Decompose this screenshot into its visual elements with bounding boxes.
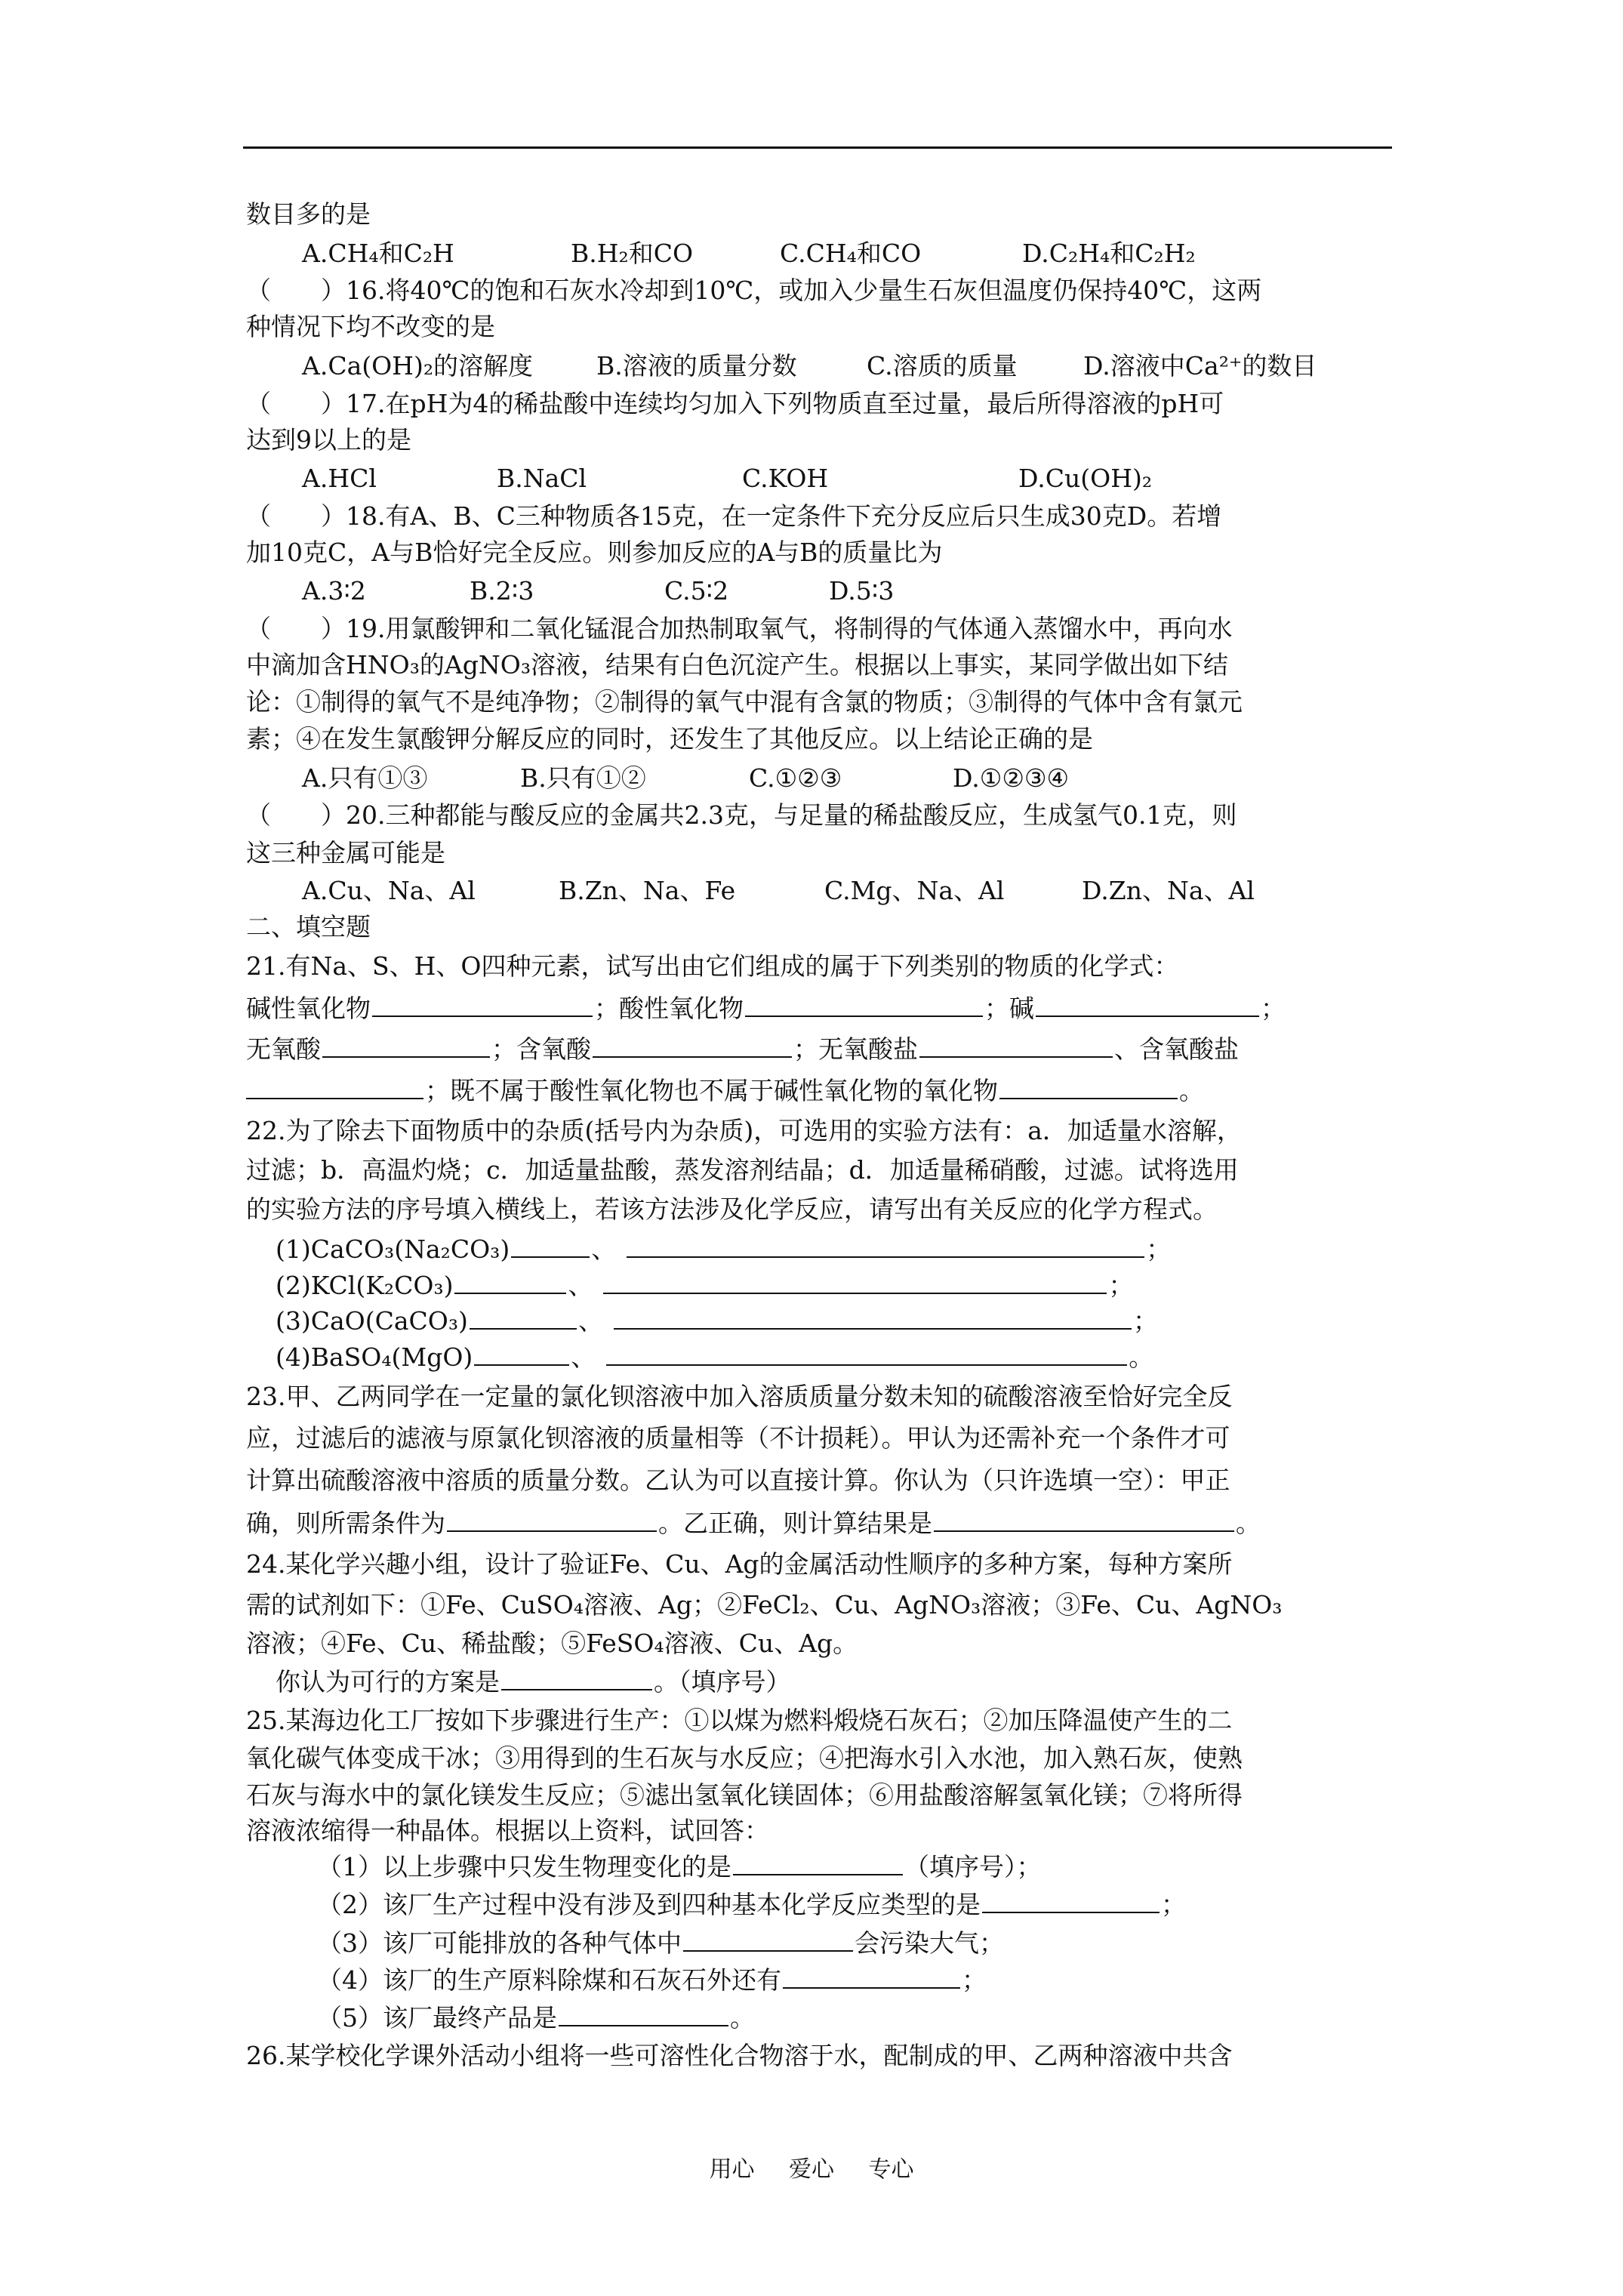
q25-line4: 溶液浓缩得一种晶体。根据以上资料，试回答：	[246, 1816, 769, 1845]
punctuation: 、	[571, 1342, 596, 1372]
q15-option-b: B.H₂和CO	[571, 239, 694, 268]
q16-option-d: D.溶液中Ca²⁺的数目	[1083, 351, 1317, 381]
q21-label-oxy-salt: 、含氧酸盐	[1114, 1034, 1239, 1064]
q22-line2: 过滤；b．高温灼烧；c．加适量盐酸，蒸发溶剂结晶；d．加适量稀硝酸，过滤。试将选用	[246, 1155, 1239, 1185]
q20-option-d: D.Zn、Na、Al	[1082, 876, 1255, 905]
q22-item4-method-blank[interactable]	[474, 1342, 569, 1366]
q24-label: 你认为可行的方案是	[276, 1667, 500, 1697]
q22-item1-label: (1)CaCO₃(Na₂CO₃)	[276, 1234, 510, 1264]
q23-line3: 计算出硫酸溶液中溶质的质量分数。乙认为可以直接计算。你认为（只许选填一空）：甲正	[246, 1465, 1230, 1495]
q19-options	[0, 763, 1623, 794]
q15-option-a: A.CH₄和C₂H	[302, 239, 454, 268]
q16-options	[0, 351, 1623, 381]
q17-line1: （ ）17.在pH为4的稀盐酸中连续均匀加入下列物质直至过量，最后所得溶液的pH可	[246, 389, 1224, 418]
q25-sub2-label: （2）该厂生产过程中没有涉及到四种基本化学反应类型的是	[317, 1890, 981, 1919]
q23-line1: 23.甲、乙两同学在一定量的氯化钡溶液中加入溶质质量分数未知的硫酸溶液至恰好完全反	[246, 1382, 1233, 1411]
q25-sub5-blank[interactable]	[559, 2002, 728, 2026]
q25-sub2-blank[interactable]	[982, 1889, 1160, 1913]
q17-option-a: A.HCl	[302, 464, 377, 493]
punctuation: 。	[1236, 1509, 1261, 1538]
q20-options	[0, 876, 1623, 906]
q18-option-a: A.3∶2	[302, 576, 366, 606]
footer-text: 用心	[709, 2156, 755, 2183]
q22-item4	[276, 1342, 1153, 1373]
q21-line2	[246, 993, 1286, 1024]
q22-item3-method-blank[interactable]	[470, 1305, 577, 1330]
q21-line4	[246, 1075, 1204, 1106]
q16-line2: 种情况下均不改变的是	[246, 312, 495, 341]
q21-blank-basic-oxide[interactable]	[372, 993, 593, 1017]
q22-item1-method-blank[interactable]	[511, 1234, 590, 1258]
q19-line1: （ ）19.用氯酸钾和二氧化锰混合加热制取氧气，将制得的气体通入蒸馏水中，再向水	[246, 614, 1233, 643]
q17-option-d: D.Cu(OH)₂	[1018, 464, 1153, 493]
q20-line1: （ ）20.三种都能与酸反应的金属共2.3克，与足量的稀盐酸反应，生成氢气0.1克，则	[246, 800, 1237, 830]
q21-line1: 21.有Na、S、H、O四种元素，试写出由它们组成的属于下列类别的物质的化学式：	[246, 951, 1179, 981]
q25-sub3	[317, 1928, 1004, 1959]
q25-sub1-note: （填序号）；	[904, 1852, 1042, 1881]
footer-text: 爱心	[789, 2156, 834, 2183]
q22-item4-equation-blank[interactable]	[606, 1342, 1127, 1366]
q22-item2	[276, 1270, 1133, 1301]
q21-blank-oxyfree-acid[interactable]	[322, 1034, 490, 1058]
punctuation: 、	[568, 1271, 593, 1300]
q21-label-base: ；碱	[984, 994, 1034, 1023]
q19-option-a: A.只有①③	[302, 763, 428, 793]
q25-sub5	[317, 2002, 755, 2033]
q20-option-c: C.Mg、Na、Al	[824, 876, 1005, 905]
q16-option-c: C.溶质的质量	[867, 351, 1018, 381]
q20-line2: 这三种金属可能是	[246, 838, 445, 868]
punctuation: 。	[730, 2003, 755, 2032]
q22-item4-label: (4)BaSO₄(MgO)	[276, 1342, 473, 1372]
punctuation: 。	[1179, 1076, 1204, 1105]
q23-line2: 应，过滤后的滤液与原氯化钡溶液的质量相等（不计损耗）。甲认为还需补充一个条件才可	[246, 1423, 1230, 1453]
q25-sub1-blank[interactable]	[733, 1851, 903, 1875]
q22-item1-equation-blank[interactable]	[627, 1234, 1144, 1258]
punctuation: 、	[591, 1234, 617, 1264]
q22-line3: 的实验方法的序号填入横线上，若该方法涉及化学反应，请写出有关反应的化学方程式。	[246, 1194, 1218, 1224]
q21-blank-base[interactable]	[1036, 993, 1259, 1017]
q22-item3	[276, 1305, 1158, 1336]
q18-line1: （ ）18.有A、B、C三种物质各15克，在一定条件下充分反应后只生成30克D。若增	[246, 501, 1222, 531]
q19-line2: 中滴加含HNO₃的AgNO₃溶液，结果有白色沉淀产生。根据以上事实，某同学做出如下结	[246, 650, 1229, 680]
q18-option-b: B.2∶3	[470, 576, 534, 606]
q20-option-a: A.Cu、Na、Al	[302, 876, 476, 905]
q18-line2: 加10克C，A与B恰好完全反应。则参加反应的A与B的质量比为	[246, 538, 943, 567]
q25-sub2	[317, 1889, 1186, 1920]
q22-item3-label: (3)CaO(CaCO₃)	[276, 1306, 468, 1336]
q16-option-b: B.溶液的质量分数	[596, 351, 797, 381]
punctuation: ；	[1146, 1234, 1172, 1264]
q25-line2: 氧化碳气体变成干冰；③用得到的生石灰与水反应；④把海水引入水池，加入熟石灰，使熟	[246, 1743, 1243, 1773]
q21-blank-neutral-oxide[interactable]	[999, 1075, 1178, 1099]
q20-option-b: B.Zn、Na、Fe	[559, 876, 736, 905]
q24-line3: 溶液；④Fe、Cu、稀盐酸；⑤FeSO₄溶液、Cu、Ag。	[246, 1629, 858, 1658]
punctuation: ；	[1108, 1271, 1134, 1300]
q18-option-d: D.5∶3	[829, 576, 895, 606]
q23-label-condition: 确，则所需条件为	[246, 1509, 445, 1538]
section-title: 二、填空题	[246, 912, 371, 942]
punctuation: ；	[1132, 1306, 1158, 1336]
q17-options	[0, 464, 1623, 494]
q16-line1: （ ）16.将40℃的饱和石灰水冷却到10℃，或加入少量生石灰但温度仍保持40℃，这两	[246, 276, 1262, 305]
q15-option-c: C.CH₄和CO	[780, 239, 922, 268]
q21-label-oxy-acid: ；含氧酸	[491, 1034, 591, 1064]
q23-blank-result[interactable]	[934, 1508, 1234, 1532]
q16-option-a: A.Ca(OH)₂的溶解度	[302, 351, 534, 381]
punctuation: ；	[1161, 1890, 1186, 1919]
q15-options	[0, 239, 1623, 269]
q21-label-oxyfree-acid: 无氧酸	[246, 1034, 321, 1064]
q24-line2: 需的试剂如下：①Fe、CuSO₄溶液、Ag；②FeCl₂、Cu、AgNO₃溶液；③Fe、Cu、AgNO₃	[246, 1590, 1283, 1620]
q15-option-d: D.C₂H₄和C₂H₂	[1022, 239, 1196, 268]
punctuation: 、	[577, 1306, 603, 1336]
punctuation: ；	[1261, 994, 1286, 1023]
q21-label-neutral-oxide: ；既不属于酸性氧化物也不属于碱性氧化物的氧化物	[425, 1076, 998, 1105]
q24-line1: 24.某化学兴趣小组，设计了验证Fe、Cu、Ag的金属活动性顺序的多种方案，每种方案所	[246, 1549, 1233, 1579]
q21-blank-oxy-salt[interactable]	[246, 1075, 423, 1099]
q25-sub1-label: （1）以上步骤中只发生物理变化的是	[317, 1852, 731, 1881]
q25-sub4-label: （4）该厂的生产原料除煤和石灰石外还有	[317, 1965, 781, 1995]
q19-line3: 论：①制得的氧气不是纯净物；②制得的氧气中混有含氯的物质；③制得的气体中含有氯元	[246, 687, 1243, 717]
q17-option-b: B.NaCl	[497, 464, 587, 493]
q25-sub3-blank[interactable]	[683, 1928, 853, 1952]
q18-options	[0, 576, 1623, 606]
header-rule	[243, 146, 1392, 149]
q15-tail: 数目多的是	[246, 199, 371, 229]
q25-line3: 石灰与海水中的氯化镁发生反应；⑤滤出氢氧化镁固体；⑥用盐酸溶解氢氧化镁；⑦将所得	[246, 1780, 1243, 1810]
q25-sub4	[317, 1965, 987, 1996]
q22-item3-equation-blank[interactable]	[614, 1305, 1132, 1330]
q17-option-c: C.KOH	[742, 464, 829, 493]
q22-item2-equation-blank[interactable]	[603, 1270, 1107, 1294]
q25-sub5-label: （5）该厂最终产品是	[317, 2003, 557, 2032]
q25-sub3-label: （3）该厂可能排放的各种气体中	[317, 1928, 682, 1958]
q25-sub3-tail: 会污染大气；	[855, 1928, 1004, 1958]
q21-label-oxyfree-salt: ；无氧酸盐	[793, 1034, 918, 1064]
punctuation: 。	[1129, 1342, 1154, 1372]
q24-note: 。（填序号）	[654, 1667, 791, 1697]
q24-blank-answer[interactable]	[501, 1666, 652, 1690]
q23-label-result: 。乙正确，则计算结果是	[658, 1509, 932, 1538]
q22-line1: 22.为了除去下面物质中的杂质(括号内为杂质)，可选用的实验方法有：a．加适量水溶解，	[246, 1116, 1242, 1145]
q21-label-basic-oxide: 碱性氧化物	[246, 994, 371, 1023]
q23-blank-condition[interactable]	[447, 1508, 657, 1532]
q19-option-b: B.只有①②	[520, 763, 646, 793]
q21-label-acid-oxide: ；酸性氧化物	[594, 994, 744, 1023]
q19-option-c: C.①②③	[749, 763, 842, 793]
page-footer	[0, 2150, 1623, 2184]
q25-sub1	[317, 1851, 1042, 1882]
q17-line2: 达到9以上的是	[246, 425, 411, 455]
q22-item2-method-blank[interactable]	[454, 1270, 566, 1294]
q22-item1	[276, 1234, 1171, 1265]
q19-line4: 素；④在发生氯酸钾分解反应的同时，还发生了其他反应。以上结论正确的是	[246, 724, 1093, 754]
q21-blank-acid-oxide[interactable]	[745, 993, 983, 1017]
q24-line4	[276, 1666, 791, 1697]
q18-option-c: C.5∶2	[664, 576, 729, 606]
q21-blank-oxyfree-salt[interactable]	[919, 1034, 1113, 1058]
q23-line4	[246, 1508, 1261, 1539]
q22-item2-label: (2)KCl(K₂CO₃)	[276, 1271, 454, 1300]
footer-text: 专心	[868, 2156, 914, 2183]
q25-line1: 25.某海边化工厂按如下步骤进行生产：①以煤为燃料煅烧石灰石；②加压降温使产生的二	[246, 1706, 1233, 1735]
q26-line1: 26.某学校化学课外活动小组将一些可溶性化合物溶于水，配制成的甲、乙两种溶液中共含	[246, 2041, 1233, 2070]
q19-option-d: D.①②③④	[953, 763, 1070, 793]
q21-blank-oxy-acid[interactable]	[593, 1034, 792, 1058]
punctuation: ；	[962, 1965, 987, 1995]
q25-sub4-blank[interactable]	[783, 1965, 960, 1989]
q21-line3	[246, 1034, 1239, 1065]
